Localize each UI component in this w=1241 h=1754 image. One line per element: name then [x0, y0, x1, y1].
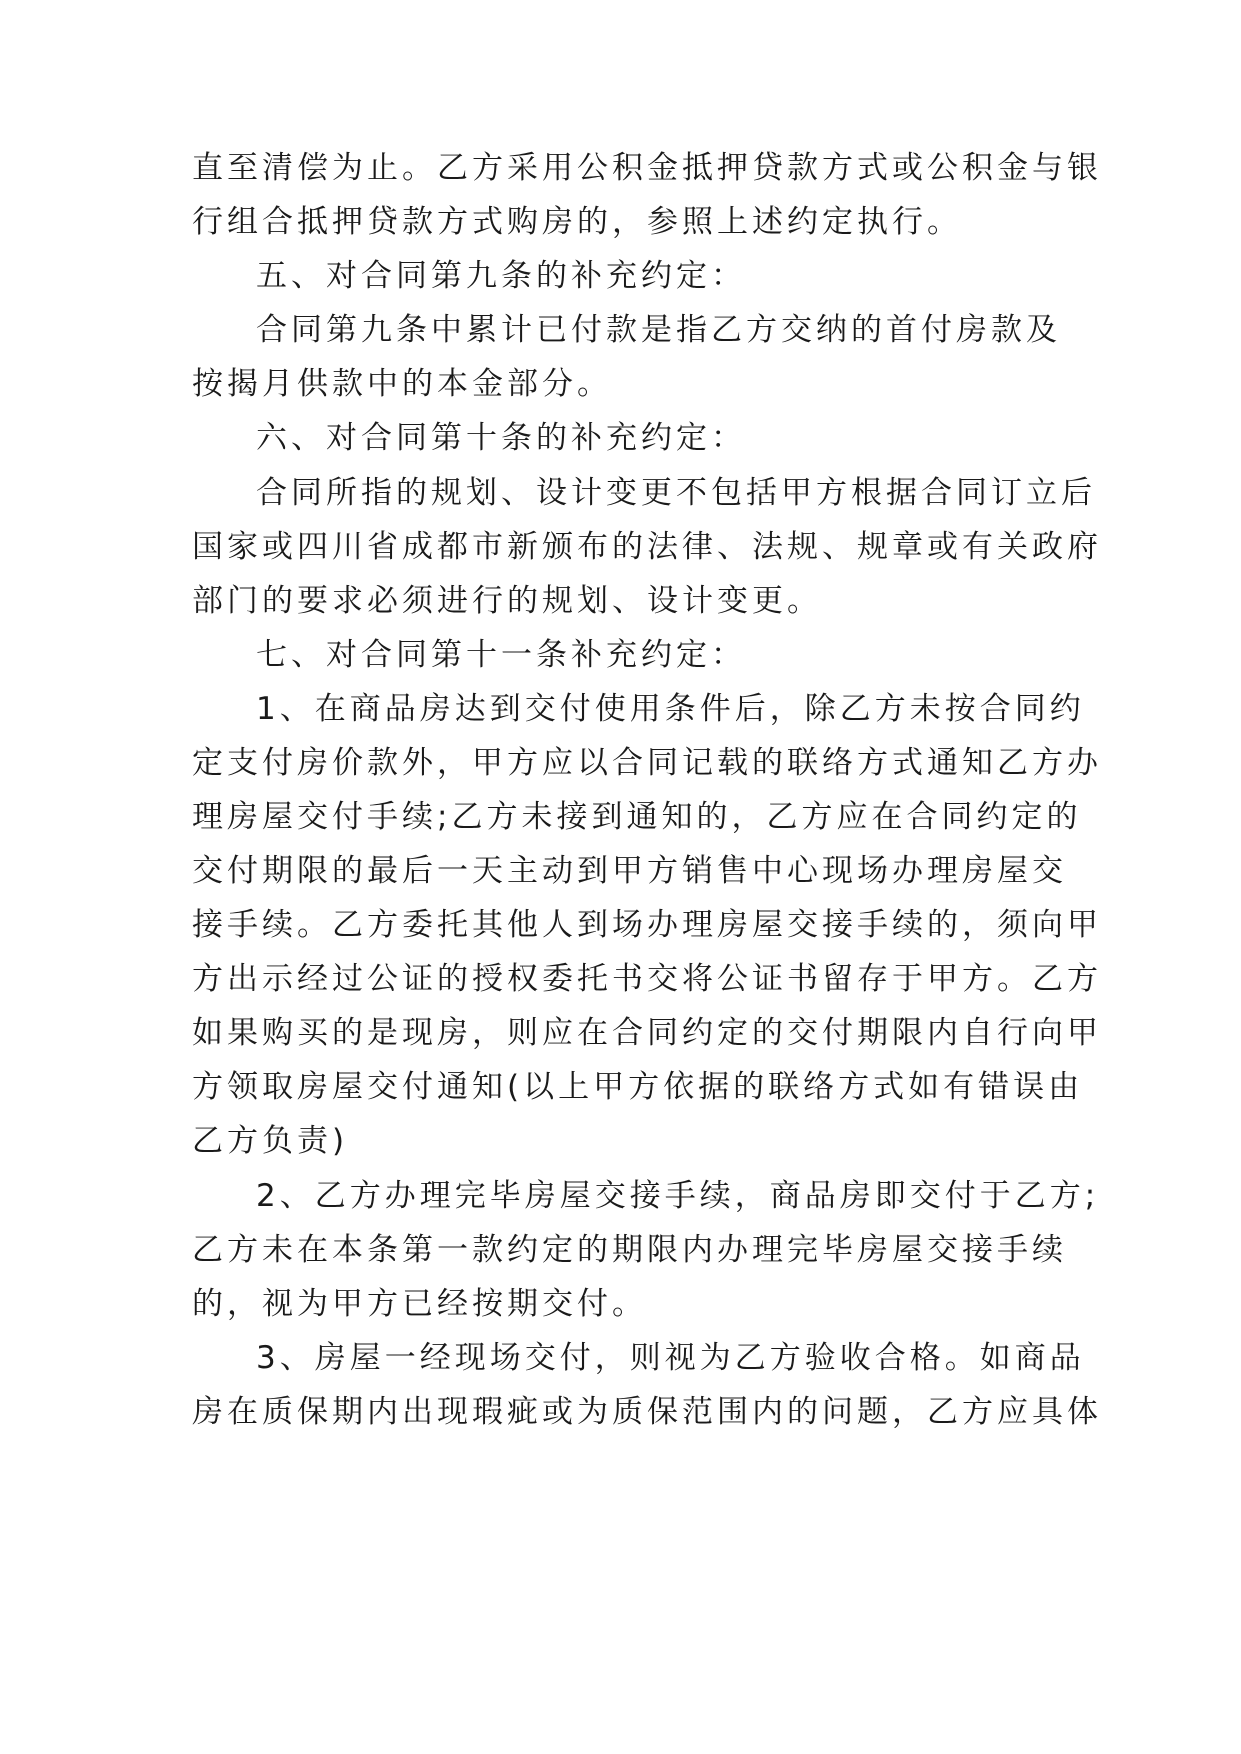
- section-heading: 六、对合同第十条的补充约定：: [256, 420, 746, 456]
- text-line: 乙方负责): [192, 1123, 349, 1159]
- text-line: 3、房屋一经现场交付，则视为乙方验收合格。如商品: [256, 1340, 1085, 1376]
- text-line: 乙方未在本条第一款约定的期限内办理完毕房屋交接手续: [192, 1232, 1067, 1268]
- text-line: 房在质保期内出现瑕疵或为质保范围内的问题，乙方应具体: [192, 1394, 1102, 1430]
- section-heading: 七、对合同第十一条补充约定：: [256, 637, 746, 673]
- text-line: 国家或四川省成都市新颁布的法律、法规、规章或有关政府: [192, 529, 1102, 565]
- text-line: 行组合抵押贷款方式购房的，参照上述约定执行。: [192, 204, 962, 240]
- text-line: 定支付房价款外，甲方应以合同记载的联络方式通知乙方办: [192, 745, 1102, 781]
- text-line: 合同第九条中累计已付款是指乙方交纳的首付房款及: [256, 312, 1061, 348]
- text-line: 按揭月供款中的本金部分。: [192, 366, 612, 402]
- text-line: 合同所指的规划、设计变更不包括甲方根据合同订立后: [256, 475, 1096, 511]
- text-line: 如果购买的是现房，则应在合同约定的交付期限内自行向甲: [192, 1015, 1102, 1051]
- text-line: 理房屋交付手续;乙方未接到通知的，乙方应在合同约定的: [192, 799, 1082, 835]
- text-line: 接手续。乙方委托其他人到场办理房屋交接手续的，须向甲: [192, 907, 1102, 943]
- text-line: 部门的要求必须进行的规划、设计变更。: [192, 583, 822, 619]
- text-line: 方领取房屋交付通知(以上甲方依据的联络方式如有错误由: [192, 1069, 1084, 1105]
- text-line: 2、乙方办理完毕房屋交接手续，商品房即交付于乙方;: [256, 1178, 1100, 1214]
- text-line: 方出示经过公证的授权委托书交将公证书留存于甲方。乙方: [192, 961, 1102, 997]
- text-line: 的，视为甲方已经按期交付。: [192, 1286, 647, 1322]
- section-heading: 五、对合同第九条的补充约定：: [256, 258, 746, 294]
- text-line: 直至清偿为止。乙方采用公积金抵押贷款方式或公积金与银: [192, 150, 1102, 186]
- text-line: 交付期限的最后一天主动到甲方销售中心现场办理房屋交: [192, 853, 1067, 889]
- text-line: 1、在商品房达到交付使用条件后，除乙方未按合同约: [256, 691, 1085, 727]
